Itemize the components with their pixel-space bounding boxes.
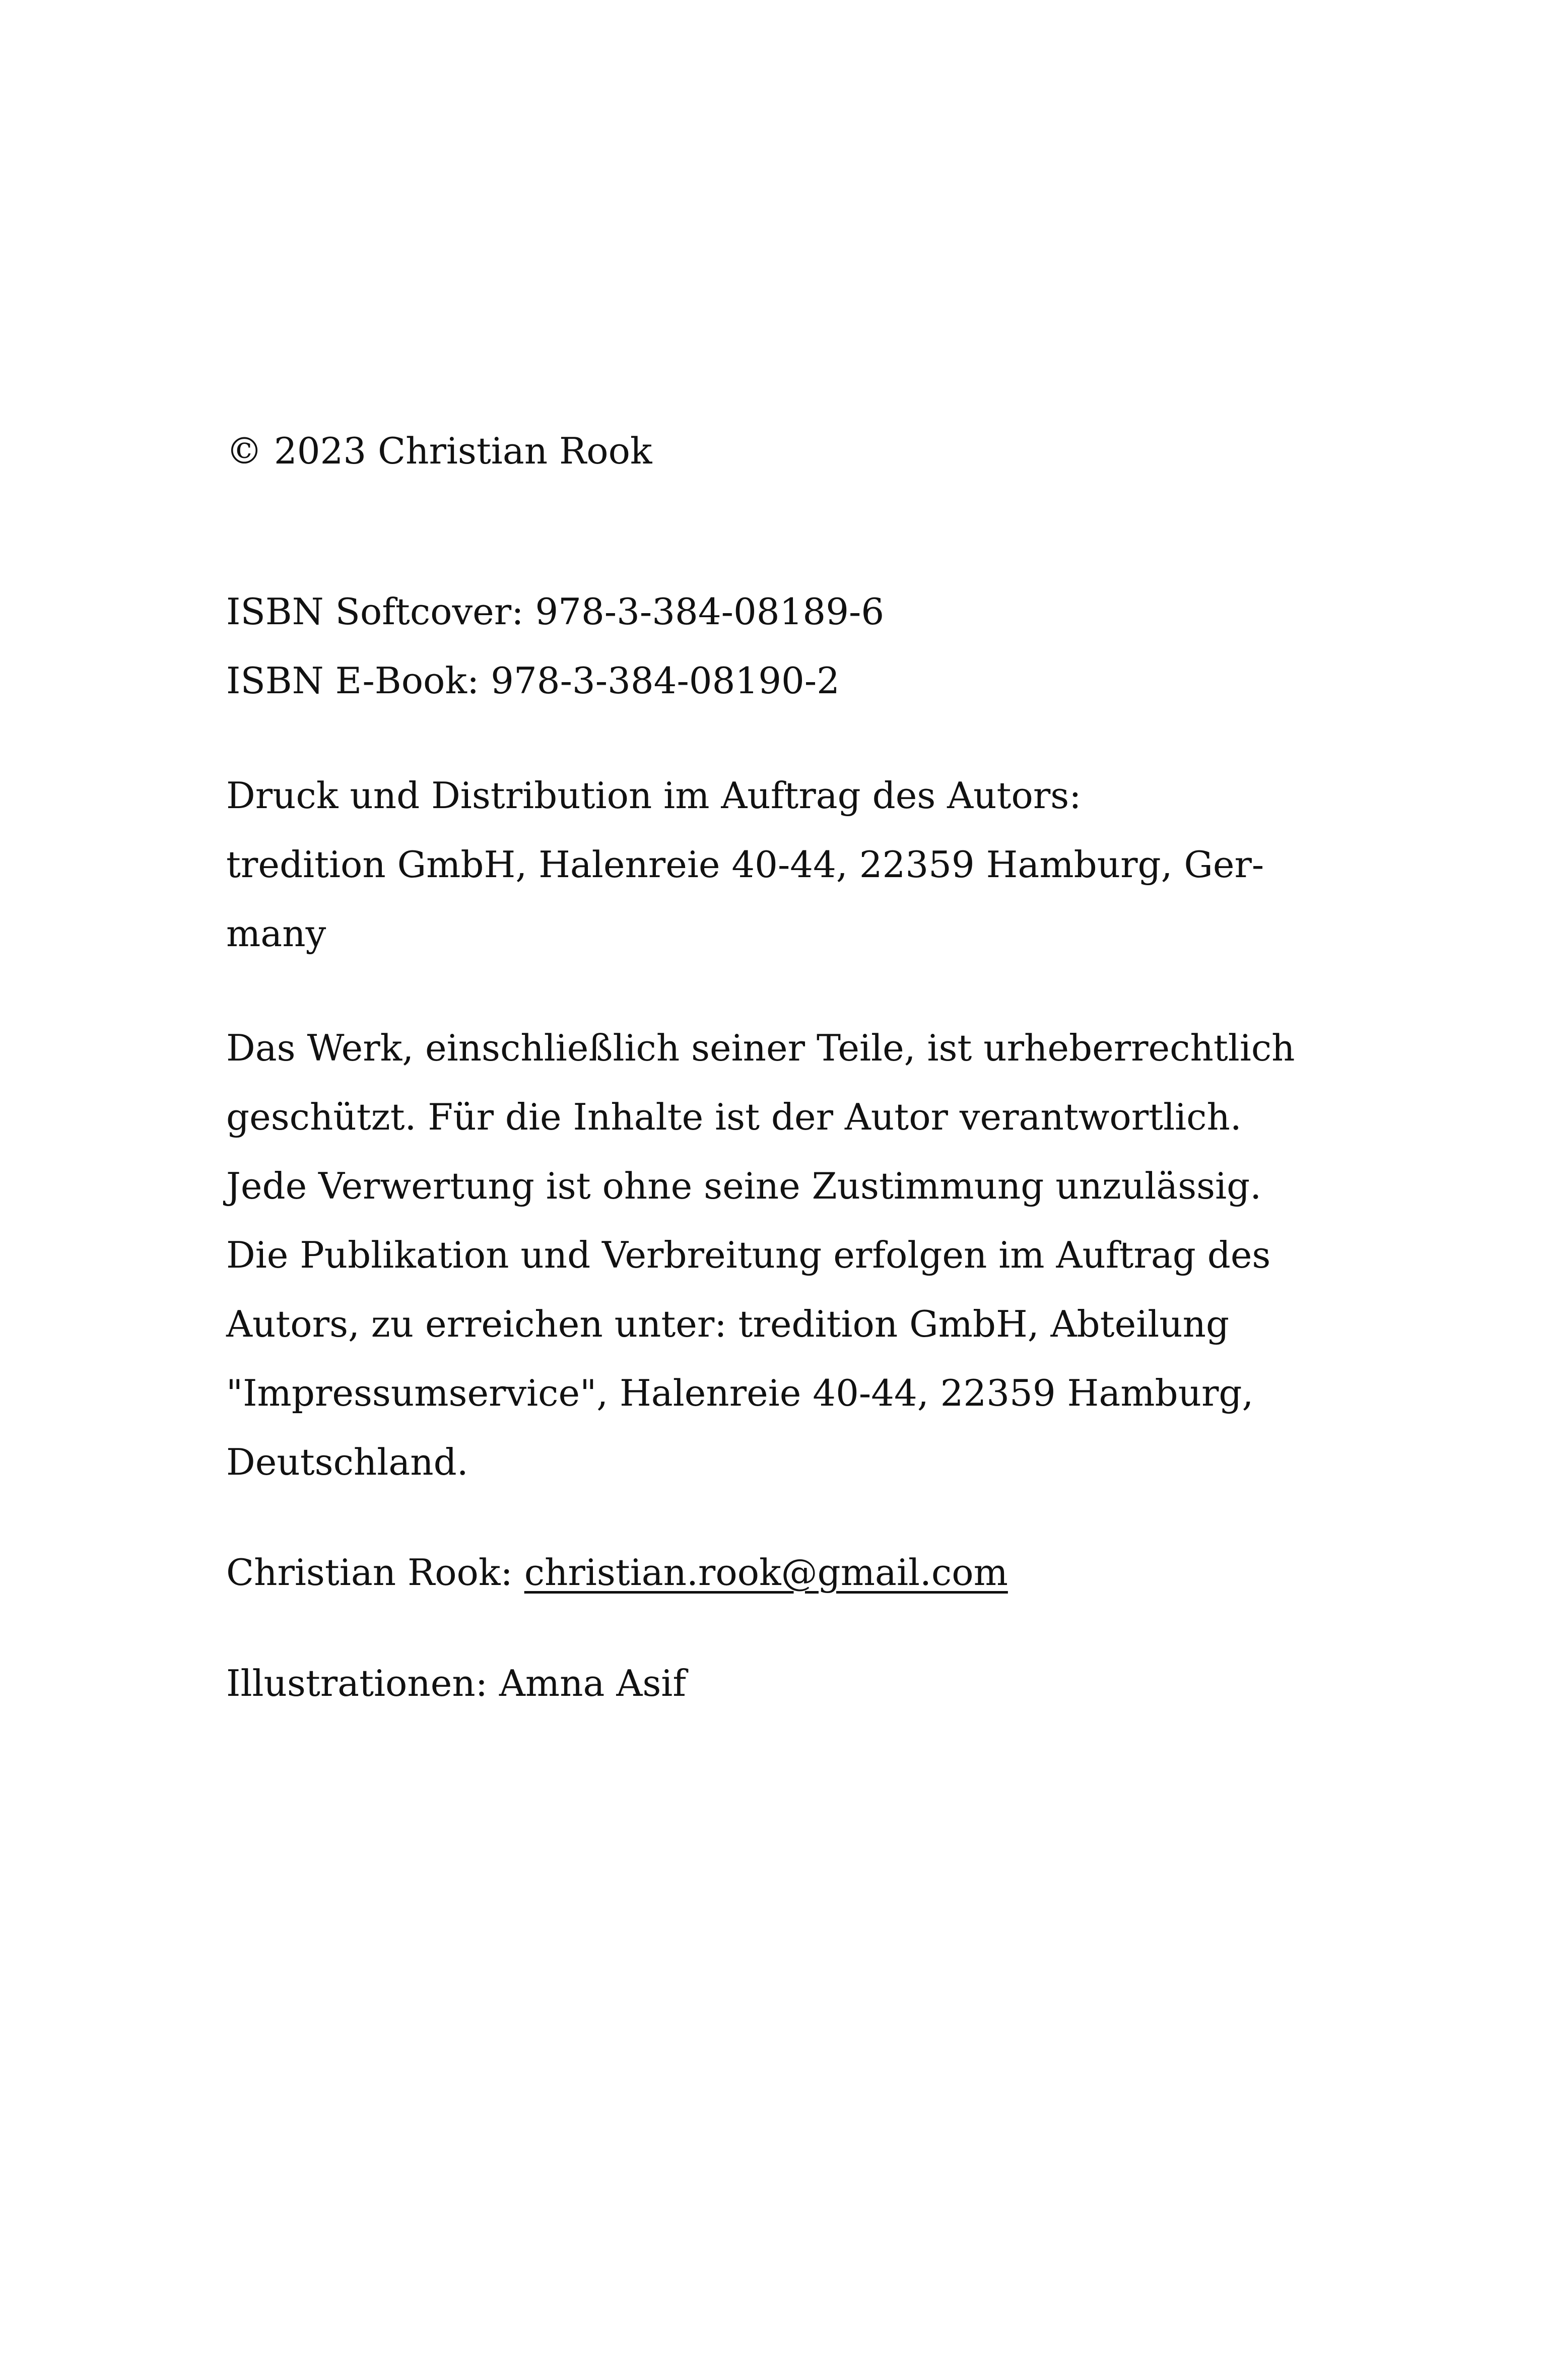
author-email-link[interactable]: christian.rook@gmail.com [524, 1551, 1008, 1594]
print-distribution-line-1: Druck und Distribution im Auftrag des Autors: [226, 774, 1082, 817]
author-contact [226, 1538, 1334, 1607]
copyright-statement-line: Die Publikation und Verbreitung erfolgen im Auftrag des [226, 1234, 1271, 1276]
copyright-statement-line: Das Werk, einschließlich seiner Teile, ist urheberrechtlich [226, 1027, 1295, 1069]
copyright-notice [226, 417, 1334, 486]
illustrations-credit-line: Illustrationen: Amna Asif [226, 1662, 686, 1704]
copyright-statement-line: "Impressumservice", Halenreie 40-44, 22359 Hamburg, [226, 1372, 1254, 1414]
copyright-line: © 2023 Christian Rook [226, 430, 652, 472]
print-distribution-line-2: tredition GmbH, Halenreie 40-44, 22359 Hamburg, Ger- [226, 843, 1264, 886]
illustrations-credit [226, 1649, 1334, 1718]
isbn-ebook: ISBN E-Book: 978-3-384-08190-2 [226, 659, 840, 702]
copyright-statement-line: Autors, zu erreichen unter: tredition GmbH, Abteilung [226, 1303, 1230, 1345]
author-contact-label: Christian Rook: [226, 1551, 524, 1594]
copyright-statement-line: geschützt. Für die Inhalte ist der Autor verantwortlich. [226, 1096, 1242, 1138]
print-distribution-line-3: many [226, 912, 326, 955]
isbn-softcover: ISBN Softcover: 978-3-384-08189-6 [226, 590, 885, 633]
author-contact-line [226, 1538, 1334, 1607]
isbn-block [226, 577, 1334, 715]
copyright-statement-line: Deutschland. [226, 1441, 468, 1483]
copyright-statement-line: Jede Verwertung ist ohne seine Zustimmung unzulässig. [226, 1165, 1262, 1207]
copyright-statement-block [226, 1014, 1334, 1497]
print-distribution-block [226, 761, 1334, 968]
